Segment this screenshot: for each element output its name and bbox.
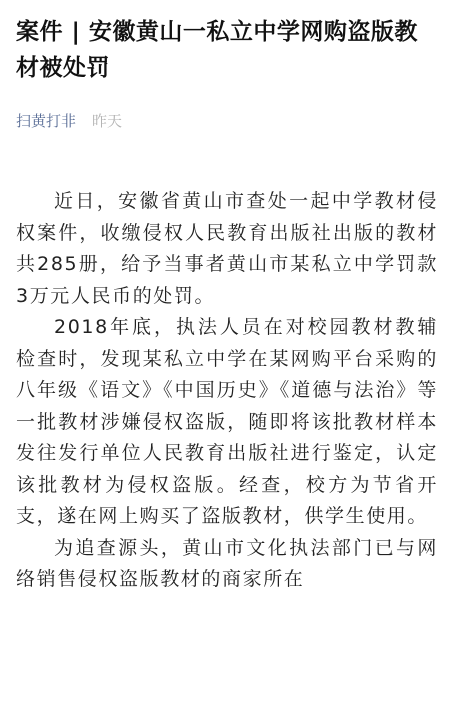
- article-title: 案件 | 安徽黄山一私立中学网购盗版教材被处罚: [16, 19, 418, 81]
- author-link[interactable]: 扫黄打非: [16, 111, 77, 130]
- article-body: [16, 186, 438, 596]
- article-meta: [16, 108, 122, 132]
- paragraph: 2018年底，执法人员在对校园教材教辅检查时，发现某私立中学在某网购平台采购的八年级《语文》《中国历史》《道德与法治》等一批教材涉嫌侵权盗版，随即将该批教材样本发往发行单位人民教育出版社进行鉴定，认定该批教材为侵权盗版。经查，校方为节省开支，遂在网上购买了盗版教材，供学生使用。: [16, 316, 438, 527]
- paragraph: 近日，安徽省黄山市查处一起中学教材侵权案件，收缴侵权人民教育出版社出版的教材共285册，给予当事者黄山市某私立中学罚款3万元人民币的处罚。: [16, 190, 438, 307]
- publish-date: 昨天: [92, 111, 123, 130]
- paragraph: 为追查源头，黄山市文化执法部门已与网络销售侵权盗版教材的商家所在: [16, 536, 438, 590]
